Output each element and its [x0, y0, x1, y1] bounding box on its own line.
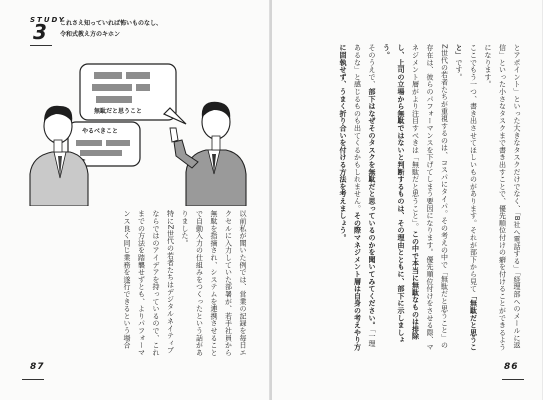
pointing-hand-icon [170, 128, 178, 142]
left-paragraph-2: 特にZ世代の若者たちはデジタルネイティブならではのアイデアを持っているので、これまでの方法を踏襲せずとも、よりパフォーマンス良く同じ業務を遂行できるという場合 [123, 210, 175, 356]
left-body-text [70, 210, 250, 360]
bubble-label-wasteful: 無駄だと思うこと [94, 108, 143, 115]
right-man-arm [174, 140, 198, 168]
left-man-neck [54, 140, 62, 152]
right-text-d-mid: 「一理あるな」と感じるものも出てくるかもしれません。 [353, 44, 376, 348]
right-text-b-end: です。 [455, 58, 463, 81]
note-bar [136, 84, 150, 91]
folio-rule-right [502, 379, 524, 380]
study-rule [30, 45, 52, 46]
right-body-text [284, 44, 524, 354]
right-paragraph-b [452, 44, 481, 354]
note-bar [96, 96, 132, 103]
page-number-right: 86 [504, 362, 519, 372]
illustration [0, 56, 270, 206]
right-paragraph-c [379, 44, 452, 354]
right-page [272, 0, 542, 400]
right-man-neck [212, 136, 220, 150]
note-bar [76, 140, 102, 146]
note-bar [106, 140, 130, 146]
two-businessmen-illustration [0, 56, 270, 206]
subtitle-line-1: これさえ知っていれば怖いものなし、 [60, 20, 163, 27]
left-paragraph-1: 以前私が聞いた例では、営業の記録を毎日エクセルに入力していた部署が、若手社員から無駄を指摘され、システムを連携させることで自動入力の仕組みをつくったという話がありました。 [181, 210, 247, 356]
right-paragraph-d [336, 44, 380, 354]
right-text-b: ここでもう一つ、書き出させてほしいものがあります。それが部下から見て [469, 44, 478, 293]
right-text-d-bold: 部下はなぜそのタスクを無駄だと思っているのかを聞いてみてください。 [368, 87, 376, 329]
page-number-left: 87 [30, 362, 45, 372]
study-number: 3 [33, 20, 47, 44]
right-text-b-bold: 「無駄だと思うこと」 [455, 44, 478, 351]
note-bar [92, 84, 132, 91]
study-label: STUDY [30, 16, 66, 24]
note-bar [94, 72, 122, 79]
right-paragraph-a: とアポイント」といった大きなタスクだけでなく、「B社へ電話する」「経理部へのメールに返信」といった小さなタスクまで書き出すことで、優先順位付けの癖を付けることができるようになります。 [484, 44, 521, 351]
chapter-subtitle [60, 18, 162, 40]
note-bar [126, 72, 150, 79]
folio-rule-left [22, 379, 44, 380]
note-bar [80, 150, 122, 156]
right-text-c-bold: この中で本当に無駄なものは排除し、上司の立場から無駄ではないと判断するものは、その理由とともに、部下に示しましょう。 [382, 44, 420, 344]
right-text-d: そのうえで、 [368, 44, 376, 88]
left-page [0, 0, 270, 400]
bubble-label-should-do: やるべきこと [82, 128, 119, 135]
right-text-d-bold2: その際マネジメント層は自身の考えやり方に固執せず、うまく折り合いを付ける方法を考えましょう。 [339, 44, 362, 351]
subtitle-line-2: 令和式教え方のキホン [60, 31, 121, 38]
right-text-c: Z世代の若者たちが重視するのは、コスパにタイパ。その考えの中で「無駄だと思うこと」の存在は、彼らのパフォーマンスを下げてしまう要因になります。優先順位付けをさせる際、マネジメント層がより注目すべきは「無駄だと思うこと」。 [411, 44, 449, 351]
